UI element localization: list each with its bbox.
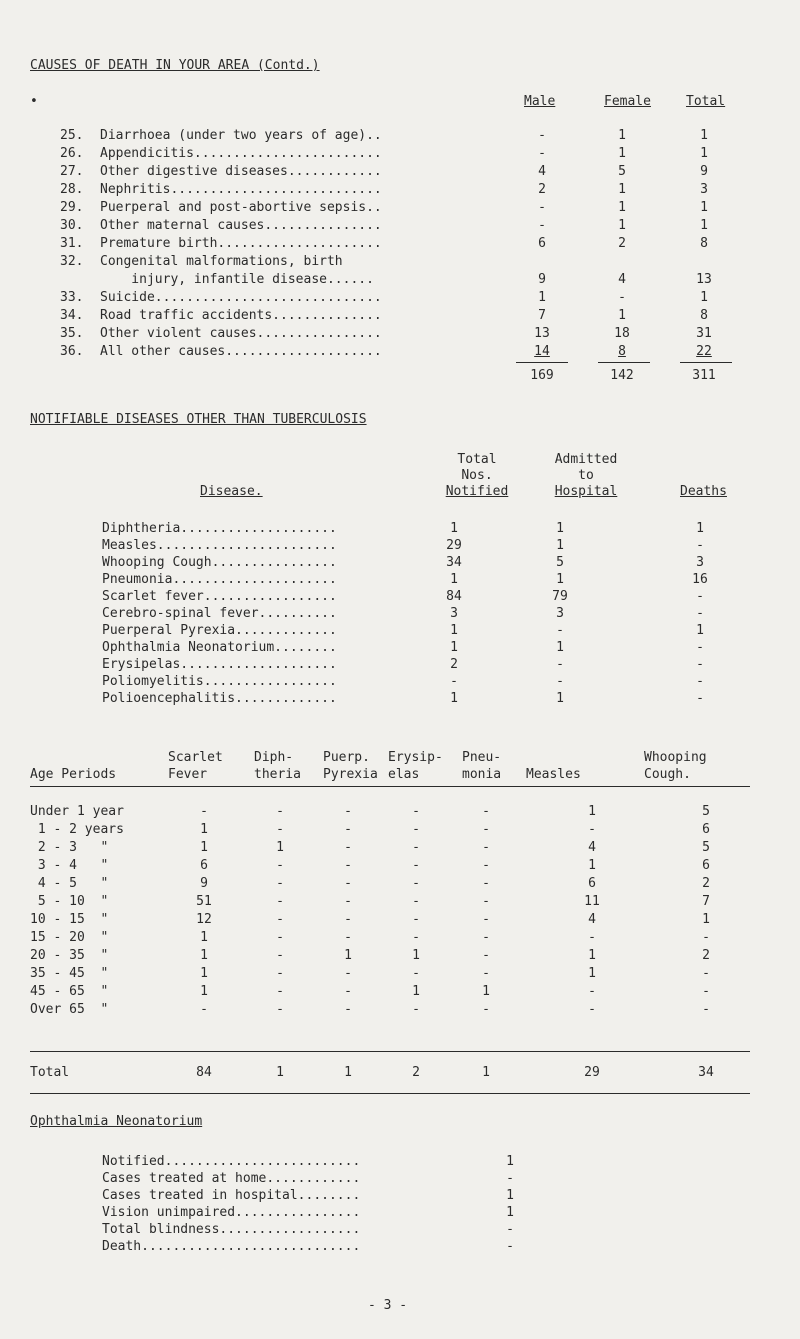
cause-female: 1 (618, 182, 626, 197)
age-cell: 1 (200, 822, 208, 837)
cause-label: Nephritis........................... (100, 182, 382, 197)
age-cell: 1 (200, 984, 208, 999)
cause-female: 1 (618, 146, 626, 161)
disease-admitted: - (556, 657, 564, 672)
disease-deaths: - (696, 657, 704, 672)
age-period: 2 - 3 " (30, 840, 109, 855)
cause-male: 2 (538, 182, 546, 197)
cause-total: 9 (700, 164, 708, 179)
ophthalmia-label: Death............................ (102, 1239, 361, 1254)
age-cell: 1 (588, 858, 596, 873)
header-disease: Disease. (200, 484, 263, 499)
age-cell: 1 (588, 966, 596, 981)
disease-admitted: 3 (556, 606, 564, 621)
age-total-cell: 1 (276, 1065, 284, 1080)
disease-admitted: 1 (556, 572, 564, 587)
disease-deaths: - (696, 606, 704, 621)
age-cell: - (588, 930, 596, 945)
age-header-line2: Fever (168, 767, 208, 782)
cause-total: 8 (700, 308, 708, 323)
age-cell: - (276, 822, 284, 837)
age-cell: - (276, 894, 284, 909)
header-female: Female (604, 94, 651, 109)
disease-notified: 1 (450, 521, 458, 536)
age-header-line2: Age Periods (30, 767, 117, 782)
disease-name: Poliomyelitis................. (102, 674, 337, 689)
age-cell: - (344, 840, 352, 855)
disease-notified: 2 (450, 657, 458, 672)
cause-female: 1 (618, 128, 626, 143)
cause-label: Other violent causes................ (100, 326, 382, 341)
cause-number: 30. (60, 218, 84, 233)
age-header-line1: Whooping (644, 750, 707, 765)
cause-female: 1 (618, 218, 626, 233)
age-cell: - (344, 894, 352, 909)
age-cell: 11 (584, 894, 600, 909)
age-cell: - (482, 894, 490, 909)
age-total-cell: 84 (196, 1065, 212, 1080)
disease-notified: 29 (446, 538, 462, 553)
age-cell: - (344, 822, 352, 837)
age-header-line2: Cough. (644, 767, 691, 782)
age-cell: - (482, 1002, 490, 1017)
header-admitted-2: to (578, 468, 594, 483)
cause-total: 1 (700, 128, 708, 143)
cause-label: injury, infantile disease...... (100, 272, 374, 287)
age-cell: - (276, 804, 284, 819)
age-cell: 1 (276, 840, 284, 855)
age-cell: 1 (482, 984, 490, 999)
header-notified-1: Total (457, 452, 497, 467)
age-cell: 1 (200, 840, 208, 855)
ophthalmia-label: Notified......................... (102, 1154, 361, 1169)
age-cell: 12 (196, 912, 212, 927)
cause-label: Premature birth..................... (100, 236, 382, 251)
age-total-label: Total (30, 1065, 70, 1080)
cause-label: Puerperal and post-abortive sepsis.. (100, 200, 382, 215)
age-cell: 9 (200, 876, 208, 891)
age-cell: 1 (200, 930, 208, 945)
age-period: 4 - 5 " (30, 876, 109, 891)
age-cell: - (344, 966, 352, 981)
age-cell: - (344, 984, 352, 999)
age-header-line2: Pyrexia (323, 767, 378, 782)
cause-male: - (538, 128, 546, 143)
age-cell: - (412, 912, 420, 927)
header-total: Total (686, 94, 726, 109)
disease-deaths: - (696, 640, 704, 655)
age-header-line1: Pneu- (462, 750, 502, 765)
disease-notified: 1 (450, 691, 458, 706)
age-header-line1: Puerp. (323, 750, 370, 765)
age-cell: - (482, 948, 490, 963)
cause-female: 2 (618, 236, 626, 251)
disease-name: Erysipelas.................... (102, 657, 337, 672)
header-admitted-3: Hospital (554, 484, 618, 499)
disease-deaths: - (696, 674, 704, 689)
age-total-cell: 2 (412, 1065, 420, 1080)
cause-male: - (538, 200, 546, 215)
age-total-rule-top (30, 1051, 750, 1052)
cause-total: 13 (696, 272, 712, 287)
cause-label: Other maternal causes............... (100, 218, 382, 233)
page-number: - 3 - (368, 1298, 408, 1313)
disease-admitted: 1 (556, 691, 564, 706)
disease-name: Polioencephalitis............. (102, 691, 337, 706)
age-cell: - (276, 858, 284, 873)
age-total-cell: 1 (482, 1065, 490, 1080)
disease-admitted: 1 (556, 640, 564, 655)
age-period: Over 65 " (30, 1002, 109, 1017)
age-cell: - (344, 858, 352, 873)
age-cell: - (412, 876, 420, 891)
age-header-line2: Measles (526, 767, 581, 782)
age-cell: - (702, 984, 710, 999)
cause-male: - (538, 146, 546, 161)
ophthalmia-value: 1 (506, 1188, 514, 1203)
cause-total: 1 (700, 146, 708, 161)
age-total-cell: 1 (344, 1065, 352, 1080)
age-cell: - (276, 1002, 284, 1017)
age-cell: 51 (196, 894, 212, 909)
cause-female: 5 (618, 164, 626, 179)
cause-number: 27. (60, 164, 84, 179)
age-cell: - (482, 858, 490, 873)
age-cell: - (276, 948, 284, 963)
age-cell: - (412, 966, 420, 981)
causes-title: CAUSES OF DEATH IN YOUR AREA (Contd.) (30, 58, 320, 73)
age-period: 5 - 10 " (30, 894, 109, 909)
age-cell: - (412, 894, 420, 909)
header-male: Male (524, 94, 556, 109)
age-cell: - (482, 912, 490, 927)
notifiable-title: NOTIFIABLE DISEASES OTHER THAN TUBERCULOSIS (30, 412, 367, 427)
age-cell: - (588, 984, 596, 999)
disease-name: Cerebro-spinal fever.......... (102, 606, 337, 621)
ophthalmia-value: - (506, 1222, 514, 1237)
age-cell: - (344, 912, 352, 927)
cause-male: 13 (534, 326, 550, 341)
cause-number: 28. (60, 182, 84, 197)
cause-total: 31 (696, 326, 712, 341)
age-cell: 5 (702, 840, 710, 855)
age-cell: 6 (588, 876, 596, 891)
age-period: 35 - 45 " (30, 966, 109, 981)
age-header-line2: elas (388, 767, 420, 782)
cause-number: 31. (60, 236, 84, 251)
cause-label: Congenital malformations, birth (100, 254, 343, 269)
age-period: 3 - 4 " (30, 858, 109, 873)
disease-notified: 3 (450, 606, 458, 621)
age-cell: 4 (588, 912, 596, 927)
age-cell: 1 (200, 948, 208, 963)
age-period: 10 - 15 " (30, 912, 109, 927)
cause-female: 1 (618, 200, 626, 215)
header-notified-3: Notified (445, 484, 509, 499)
disease-admitted: - (556, 674, 564, 689)
disease-admitted: 79 (552, 589, 568, 604)
age-cell: - (276, 912, 284, 927)
disease-name: Measles....................... (102, 538, 337, 553)
cause-grand-male: 169 (530, 368, 554, 383)
age-cell: - (412, 930, 420, 945)
age-cell: 1 (344, 948, 352, 963)
cause-male: 7 (538, 308, 546, 323)
age-period: 1 - 2 years (30, 822, 124, 837)
age-header-line2: monia (462, 767, 502, 782)
age-cell: 1 (588, 948, 596, 963)
disease-deaths: 1 (696, 521, 704, 536)
cause-male: 9 (538, 272, 546, 287)
age-cell: - (482, 876, 490, 891)
cause-male: - (538, 218, 546, 233)
age-header-line1: Diph- (254, 750, 294, 765)
age-cell: 6 (702, 858, 710, 873)
age-header-line1: Erysip- (388, 750, 443, 765)
cause-number: 25. (60, 128, 84, 143)
disease-notified: 34 (446, 555, 462, 570)
cause-subtotal-rule-male (516, 362, 568, 363)
disease-name: Diphtheria.................... (102, 521, 337, 536)
age-cell: - (702, 1002, 710, 1017)
ophthalmia-value: 1 (506, 1154, 514, 1169)
age-cell: - (276, 984, 284, 999)
header-admitted-1: Admitted (554, 452, 618, 467)
ophthalmia-title: Ophthalmia Neonatorium (30, 1114, 203, 1129)
age-cell: - (482, 840, 490, 855)
age-cell: 1 (412, 984, 420, 999)
cause-number: 26. (60, 146, 84, 161)
disease-notified: 1 (450, 623, 458, 638)
cause-grand-total: 311 (692, 368, 716, 383)
age-cell: - (482, 966, 490, 981)
disease-notified: 1 (450, 640, 458, 655)
disease-admitted: 1 (556, 538, 564, 553)
disease-deaths: 3 (696, 555, 704, 570)
age-cell: - (412, 822, 420, 837)
age-cell: 1 (588, 804, 596, 819)
header-deaths: Deaths (680, 484, 727, 499)
disease-deaths: - (696, 589, 704, 604)
ophthalmia-label: Total blindness.................. (102, 1222, 361, 1237)
age-total-rule-bottom (30, 1093, 750, 1094)
age-cell: - (412, 804, 420, 819)
cause-male: 6 (538, 236, 546, 251)
cause-total: 8 (700, 236, 708, 251)
age-cell: - (276, 876, 284, 891)
ophthalmia-value: 1 (506, 1205, 514, 1220)
age-cell: - (482, 804, 490, 819)
age-period: Under 1 year (30, 804, 124, 819)
disease-deaths: - (696, 538, 704, 553)
disease-deaths: - (696, 691, 704, 706)
disease-admitted: - (556, 623, 564, 638)
cause-female: 18 (614, 326, 630, 341)
age-cell: 7 (702, 894, 710, 909)
age-cell: 2 (702, 948, 710, 963)
age-period: 45 - 65 " (30, 984, 109, 999)
cause-female: - (618, 290, 626, 305)
cause-total: 1 (700, 218, 708, 233)
age-cell: - (276, 930, 284, 945)
cause-label: All other causes.................... (100, 344, 382, 359)
cause-total: 1 (700, 200, 708, 215)
cause-number: 33. (60, 290, 84, 305)
age-header-line2: theria (254, 767, 301, 782)
age-cell: - (412, 1002, 420, 1017)
cause-label: Other digestive diseases............ (100, 164, 382, 179)
age-cell: - (482, 930, 490, 945)
disease-name: Scarlet fever................. (102, 589, 337, 604)
age-total-cell: 29 (584, 1065, 600, 1080)
age-cell: 4 (588, 840, 596, 855)
age-header-line1: Scarlet (168, 750, 223, 765)
ophthalmia-value: - (506, 1171, 514, 1186)
age-cell: - (588, 1002, 596, 1017)
cause-number: 29. (60, 200, 84, 215)
age-cell: - (702, 930, 710, 945)
disease-name: Whooping Cough................ (102, 555, 337, 570)
disease-admitted: 1 (556, 521, 564, 536)
cause-female: 1 (618, 308, 626, 323)
cause-male: 1 (538, 290, 546, 305)
cause-label: Road traffic accidents.............. (100, 308, 382, 323)
bullet-mark: • (30, 94, 38, 109)
age-cell: - (344, 1002, 352, 1017)
disease-name: Ophthalmia Neonatorium........ (102, 640, 337, 655)
cause-total: 1 (700, 290, 708, 305)
ophthalmia-value: - (506, 1239, 514, 1254)
disease-notified: - (450, 674, 458, 689)
cause-female: 8 (618, 344, 626, 359)
cause-label: Suicide............................. (100, 290, 382, 305)
disease-deaths: 16 (692, 572, 708, 587)
age-cell: 6 (702, 822, 710, 837)
age-cell: - (344, 876, 352, 891)
cause-male: 4 (538, 164, 546, 179)
age-cell: - (412, 858, 420, 873)
cause-label: Appendicitis........................ (100, 146, 382, 161)
age-cell: 1 (412, 948, 420, 963)
age-cell: - (200, 1002, 208, 1017)
age-cell: - (344, 804, 352, 819)
age-cell: - (200, 804, 208, 819)
cause-subtotal-rule-total (680, 362, 732, 363)
age-cell: - (412, 840, 420, 855)
age-cell: 6 (200, 858, 208, 873)
age-cell: 1 (200, 966, 208, 981)
cause-label: Diarrhoea (under two years of age).. (100, 128, 382, 143)
age-cell: - (482, 822, 490, 837)
cause-female: 4 (618, 272, 626, 287)
age-cell: 2 (702, 876, 710, 891)
age-cell: - (344, 930, 352, 945)
age-cell: 5 (702, 804, 710, 819)
header-notified-2: Nos. (461, 468, 493, 483)
cause-number: 32. (60, 254, 84, 269)
age-cell: - (276, 966, 284, 981)
cause-number: 35. (60, 326, 84, 341)
disease-admitted: 5 (556, 555, 564, 570)
age-cell: 1 (702, 912, 710, 927)
age-cell: - (702, 966, 710, 981)
cause-subtotal-rule-female (598, 362, 650, 363)
cause-total: 22 (696, 344, 712, 359)
age-header-rule (30, 786, 750, 787)
disease-notified: 84 (446, 589, 462, 604)
cause-male: 14 (534, 344, 550, 359)
cause-number: 34. (60, 308, 84, 323)
age-cell: - (588, 822, 596, 837)
cause-total: 3 (700, 182, 708, 197)
disease-deaths: 1 (696, 623, 704, 638)
disease-name: Pneumonia..................... (102, 572, 337, 587)
age-period: 15 - 20 " (30, 930, 109, 945)
ophthalmia-label: Cases treated in hospital........ (102, 1188, 361, 1203)
disease-notified: 1 (450, 572, 458, 587)
disease-name: Puerperal Pyrexia............. (102, 623, 337, 638)
cause-number: 36. (60, 344, 84, 359)
cause-grand-female: 142 (610, 368, 634, 383)
ophthalmia-label: Vision unimpaired................ (102, 1205, 361, 1220)
ophthalmia-label: Cases treated at home............ (102, 1171, 361, 1186)
age-total-cell: 34 (698, 1065, 714, 1080)
age-period: 20 - 35 " (30, 948, 109, 963)
